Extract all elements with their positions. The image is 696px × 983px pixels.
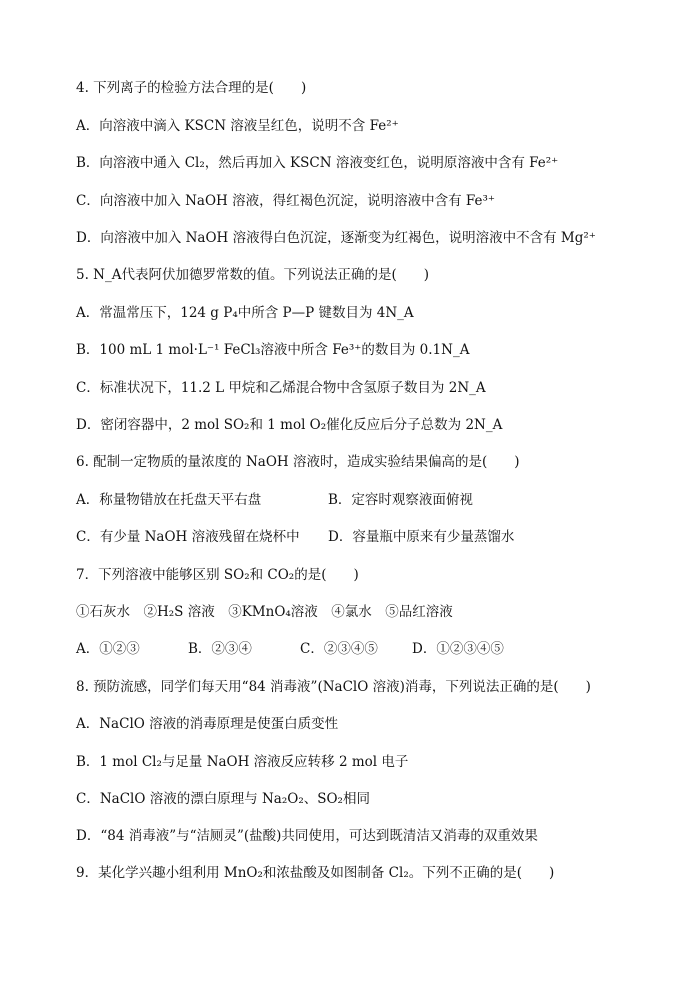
question-6-option-c: C．有少量 NaOH 溶液残留在烧杯中 (76, 529, 300, 545)
question-4-option-c: C．向溶液中加入 NaOH 溶液，得红褐色沉淀，说明溶液中含有 Fe³⁺ (76, 193, 496, 209)
question-8-option-c: C．NaClO 溶液的漂白原理与 Na₂O₂、SO₂相同 (76, 791, 370, 807)
question-7-option-d: D．①②③④⑤ (412, 641, 504, 657)
question-5-option-b: B．100 mL 1 mol·L⁻¹ FeCl₃溶液中所含 Fe³⁺的数目为 0.1N_A (76, 342, 470, 358)
question-6-options-row-2 (76, 528, 514, 546)
question-5-option-d: D．密闭容器中，2 mol SO₂和 1 mol O₂催化反应后分子总数为 2N_A (76, 417, 503, 433)
question-7-stem: 7．下列溶液中能够区别 SO₂和 CO₂的是( ) (76, 567, 359, 583)
question-5-stem: 5. N_A代表阿伏加德罗常数的值。下列说法正确的是( ) (76, 267, 430, 283)
question-8-option-a: A．NaClO 溶液的消毒原理是使蛋白质变性 (76, 716, 339, 732)
question-8-option-d: D．“84 消毒液”与“洁厕灵”(盐酸)共同使用，可达到既清洁又消毒的双重效果 (76, 828, 538, 844)
question-4-option-a: A．向溶液中滴入 KSCN 溶液呈红色，说明不含 Fe²⁺ (76, 118, 399, 134)
question-7-option-b: B．②③④ (188, 641, 252, 657)
question-6-option-b: B．定容时观察液面俯视 (328, 492, 473, 508)
question-8-stem: 8. 预防流感，同学们每天用“84 消毒液”(NaClO 溶液)消毒，下列说法正确的是( ) (76, 679, 591, 695)
question-7-options (76, 640, 524, 658)
question-7-option-c: C．②③④⑤ (300, 641, 378, 657)
question-6-options-row-1 (76, 491, 473, 509)
question-6-stem: 6. 配制一定物质的量浓度的 NaOH 溶液时，造成实验结果偏高的是( ) (76, 454, 520, 470)
question-8-option-b: B．1 mol Cl₂与足量 NaOH 溶液反应转移 2 mol 电子 (76, 754, 409, 770)
question-6-option-a: A．称量物错放在托盘天平右盘 (76, 492, 262, 508)
question-7-items: ①石灰水 ②H₂S 溶液 ③KMnO₄溶液 ④氯水 ⑤品红溶液 (76, 604, 453, 620)
question-4-stem: 4. 下列离子的检验方法合理的是( ) (76, 80, 307, 96)
question-9-stem: 9．某化学兴趣小组利用 MnO₂和浓盐酸及如图制备 Cl₂。下列不正确的是( ) (76, 865, 555, 881)
question-6-option-d: D．容量瓶中原来有少量蒸馏水 (328, 529, 515, 545)
question-4-option-b: B．向溶液中通入 Cl₂，然后再加入 KSCN 溶液变红色，说明原溶液中含有 Fe²⁺ (76, 155, 559, 171)
question-7-option-a: A．①②③ (76, 641, 140, 657)
question-4-option-d: D．向溶液中加入 NaOH 溶液得白色沉淀，逐渐变为红褐色，说明溶液中不含有 Mg²⁺ (76, 230, 596, 246)
question-5-option-a: A．常温常压下，124 g P₄中所含 P—P 键数目为 4N_A (76, 305, 414, 321)
question-5-option-c: C．标准状况下，11.2 L 甲烷和乙烯混合物中含氢原子数目为 2N_A (76, 380, 486, 396)
